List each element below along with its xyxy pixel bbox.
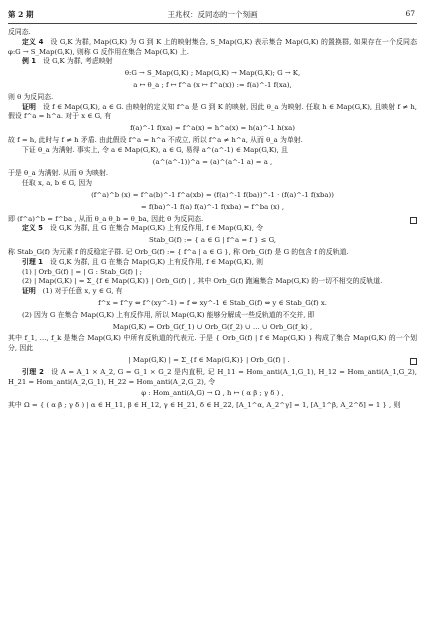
formula-text: φ : Hom_anti(A,G) → Ω , h ↦ ( α β ; γ δ ) , [141, 389, 284, 398]
display-formula [8, 236, 417, 246]
paragraph-text: 设 G,K 为群, 且 G 在集合 Map(G,K) 上有反作用, f ∈ Map(G,K), 则 [49, 257, 263, 266]
paragraph [8, 146, 417, 156]
formula-text: = f(ba)^-1 f(a) f(a)^-1 f(xba) = f^ba (x) , [140, 202, 285, 211]
paragraph-text: 下证 θ_a 为满射. 事实上, 令 a ∈ Map(G,K), a ∈ G, 易得 a^(a^-1) ∈ Map(G,K), 且 [22, 145, 288, 154]
paper-body [8, 28, 417, 411]
paragraph-text: 任取 x, a, b ∈ G, 因为 [22, 179, 93, 188]
paragraph-text: 故 f = h, 此时与 f ≠ h 矛盾. 由此假设 f^a = h^a 不成立, 所以 f^a ≠ h^a, 从而 θ_a 为单射. [8, 135, 303, 144]
formula-text: | Map(G,K) | = Σ_{f ∈ Map(G,K)} | Orb_G(f) | . [128, 355, 290, 364]
paragraph [8, 224, 417, 234]
paragraph [8, 215, 417, 225]
display-formula [8, 191, 417, 201]
paragraph [8, 28, 417, 38]
display-formula [8, 158, 417, 168]
paragraph-text: (1) 对于任意 x, y ∈ G, 有 [42, 287, 123, 296]
theorem-label: 引理 1 [22, 257, 43, 266]
paragraph [8, 277, 417, 287]
formula-text: Stab_G(f) := { a ∈ G | f^a = f } ≤ G, [148, 236, 277, 245]
paragraph-text: 其中 Ω = { ( α β ; γ δ ) | α ∈ H_11, β ∈ H_12, γ ∈ H_21, δ ∈ H_22, [A_1^α, A_2^γ] = 1, [A_1^β, A_2^δ] = 1 } , 则 [8, 401, 401, 410]
paragraph [8, 169, 417, 179]
paragraph-text: 称 Stab_G(f) 为元素 f 的反稳定子群. 记 Orb_G(f) := { f^a | a ∈ G }, 称 Orb_G(f) 是 G 的包含 f 的反轨道. [8, 247, 349, 256]
paragraph-text: 设 G,K 为群, 且 G 在集合 Map(G,K) 上有反作用, f ∈ Map(G,K), 令 [49, 224, 263, 233]
paragraph [8, 248, 417, 258]
paragraph-text: (1) | Orb_G(f) | = | G : Stab_G(f) | ; [22, 267, 142, 276]
display-formula [8, 323, 417, 333]
paragraph [8, 311, 417, 321]
paragraph-text: (2) 因为 G 在集合 Map(G,K) 上有反作用, 所以 Map(G,K) 能够分解成一些反轨道的不交并, 即 [22, 310, 315, 319]
running-title: 王兆权：反同态的一个刻画 [167, 10, 258, 19]
theorem-label: 定义 4 [22, 37, 44, 46]
page-number: 67 [405, 9, 415, 18]
theorem-label: 例 1 [22, 57, 37, 66]
paragraph-text: 设 G,K 为群, Map(G,K) 为 G 到 K 上的映射集合, S_Map(G,K) 表示集合 Map(G,K) 的置换群, 如果存在一个反同态 φ:G → S_Map(G,K), 则称 G 反作用在集合 Map(G,K) 上. [8, 37, 417, 56]
paragraph [8, 38, 417, 58]
paragraph [8, 268, 417, 278]
formula-text: a ↦ θ_a ; f ↦ f^a (x ↦ f^a(x)) := f(a)^-1 f(xa), [133, 80, 292, 89]
display-formula [8, 356, 417, 366]
paragraph-text: 设 f ∈ Map(G,K), a ∈ G. 由映射的定义知 f^a 是 G 到 K 的映射, 因此 θ_a 为映射. 任取 h ∈ Map(G,K), 且映射 f ≠ h, 假设 f^a = h^a. 对于 x ∈ G, 有 [8, 102, 417, 121]
paragraph-text: 设 A = A_1 × A_2, G = G_1 × G_2 是内直积, 记 H_11 = Hom_anti(A_1,G_1), H_12 = Hom_anti(A_1,G_2), H_21 = Hom_anti(A_2,G_1), H_22 = Hom_anti(A_2,G_2), 令 [8, 367, 417, 386]
display-formula [8, 124, 417, 134]
paragraph [8, 103, 417, 123]
paragraph-text: (2) | Map(G,K) | = Σ_{f ∈ Map(G,K)} | Orb_G(f) | , 其中 Orb_G(f) 跑遍集合 Map(G,K) 的一切不相交的反轨道. [22, 277, 383, 286]
paragraph-text: 则 θ 为反同态. [8, 92, 54, 101]
qed-square-icon [410, 217, 417, 224]
theorem-label: 定义 5 [22, 224, 43, 233]
paragraph [8, 287, 417, 297]
qed-square-icon [410, 358, 417, 365]
display-formula [8, 81, 417, 91]
theorem-label: 证明 [22, 102, 36, 111]
formula-text: f^x = f^y ⇔ f^(xy^-1) = f ⇔ xy^-1 ∈ Stab_G(f) ⇔ y ∈ Stab_G(f) x. [98, 298, 327, 307]
formula-text: (f^a)^b (x) = f^a(b)^-1 f^a(xb) = (f(a)^-1 f(ba))^-1 · (f(a)^-1 f(xba)) [91, 190, 334, 199]
paragraph [8, 136, 417, 146]
formula-text: θ:G → S_Map(G,K) ; Map(G,K) → Map(G,K); G → K, [124, 69, 301, 78]
paragraph [8, 179, 417, 189]
issue-number: 第 2 期 [8, 10, 34, 19]
paragraph [8, 57, 417, 67]
paragraph-text: 设 G,K 为群, 考虑映射 [42, 57, 113, 66]
paragraph-text: 于是 θ_a 为满射. 从而 θ 为映射. [8, 169, 109, 178]
theorem-label: 证明 [22, 287, 36, 296]
paragraph-text: 即 (f^a)^b = f^ba , 从而 θ_a θ_b = θ_ba, 因此 θ 为反同态. [8, 214, 204, 223]
formula-text: Map(G,K) = Orb_G(f_1) ∪ Orb_G(f_2) ∪ … ∪ Orb_G(f_k) , [112, 322, 313, 331]
display-formula [8, 69, 417, 79]
display-formula [8, 203, 417, 213]
formula-text: (a^(a^-1))^a = (a)^(a^-1 a) = a , [152, 157, 273, 166]
theorem-label: 引理 2 [22, 367, 44, 376]
paragraph-text: 其中 f_1, …, f_k 是集合 Map(G,K) 中所有反轨道的代表元. 于是 { Orb_G(f) | f ∈ Map(G,K) } 构成了集合 Map(G,K) 的一个划分, 因此 [8, 334, 417, 353]
paragraph [8, 334, 417, 354]
formula-text: f(a)^-1 f(xa) = f^a(x) = h^a(x) = h(a)^-1 h(xa) [130, 124, 295, 133]
paragraph [8, 258, 417, 268]
display-formula [8, 389, 417, 399]
display-formula [8, 299, 417, 309]
paragraph [8, 93, 417, 103]
paragraph [8, 368, 417, 388]
paragraph-text: 反同态. [8, 28, 31, 36]
paragraph [8, 401, 417, 411]
running-header [8, 7, 417, 24]
